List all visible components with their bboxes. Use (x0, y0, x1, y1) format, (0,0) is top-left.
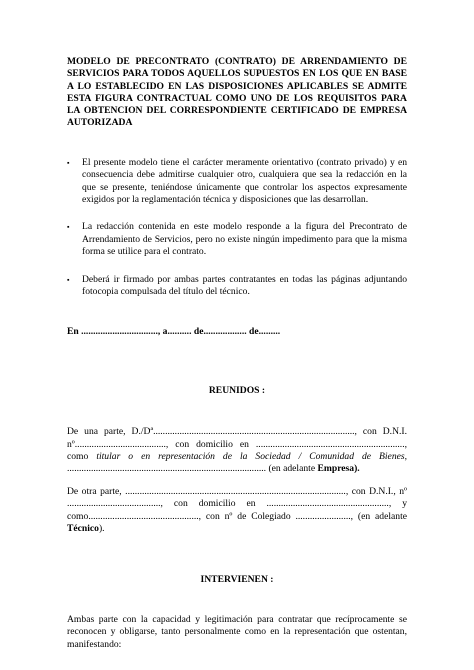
party-one-bold-text: Empresa). (317, 463, 360, 475)
party-two-text-2: ). (98, 523, 105, 535)
closing-paragraph: Ambas parte con la capacidad y legitimación para contratar que recíprocamente se reconocen y obligarse, tanto personalmente como en la representación que ostentan, manifestando: (67, 613, 407, 650)
note-text: Deberá ir firmado por ambas partes contratantes en todas las páginas adjuntando fotocopia compulsada del título del técnico. (82, 273, 407, 298)
list-item (67, 157, 407, 207)
party-one-paragraph (67, 426, 407, 476)
notes-list (67, 157, 407, 299)
place-date-line: En ................................, a.......... de.................. de......... (67, 326, 281, 338)
bullet-icon: ▪ (67, 275, 70, 284)
bullet-icon: ▪ (67, 223, 70, 232)
note-text: El presente modelo tiene el carácter meramente orientativo (contrato privado) y en consecuencia debe admitirse cualquier otro, cualquiera que sea la redacción en la que se presente, teniéndose únicamente que controlar los aspectos expresamente exigidos por la reglamentación técnica y disposiciones que las desarrollan. (82, 156, 407, 205)
party-one-italic-text: titular o en representación de la Sociedad / Comunidad de Bienes, (96, 451, 408, 463)
reunidos-heading: REUNIDOS : (208, 384, 266, 396)
intervienen-heading: INTERVIENEN : (200, 573, 274, 585)
party-two-bold-text: Técnico (67, 523, 99, 535)
party-one-text-2: ................................................................................... (en adelante (67, 463, 318, 475)
document-page (67, 56, 407, 651)
list-item (67, 274, 407, 299)
party-two-text: De otra parte, ............................................................................................, con D.N.I., nº ......................................., con domicilio en ..................................................., y como.............................................., con nº de Colegiado ......................., (en adelante (67, 485, 407, 522)
document-title: MODELO DE PRECONTRATO (CONTRATO) DE ARRENDAMIENTO DE SERVICIOS PARA TODOS AQUELLOS SUPUESTOS EN LOS QUE EN BASE A LO ESTABLECIDO EN LAS DISPOSICIONES APLICABLES SE ADMITE ESTA FIGURA CONTRACTUAL COMO UNO DE LOS REQUISITOS PARA LA OBTENCION DEL CORRESPONDIENTE CERTIFICADO DE EMPRESA AUTORIZADA (67, 56, 407, 129)
party-one-text: De una parte, D./Dª...................................................................................., con D.N.I. nº......................................, con domicilio en .............................................................., como (67, 426, 407, 463)
party-two-paragraph (67, 486, 407, 536)
note-text: La redacción contenida en este modelo responde a la figura del Precontrato de Arrendamiento de Servicios, pero no existe ningún impedimento para que la misma forma se utilice para el contrato. (82, 221, 407, 258)
list-item (67, 221, 407, 258)
bullet-icon: ▪ (67, 158, 70, 167)
